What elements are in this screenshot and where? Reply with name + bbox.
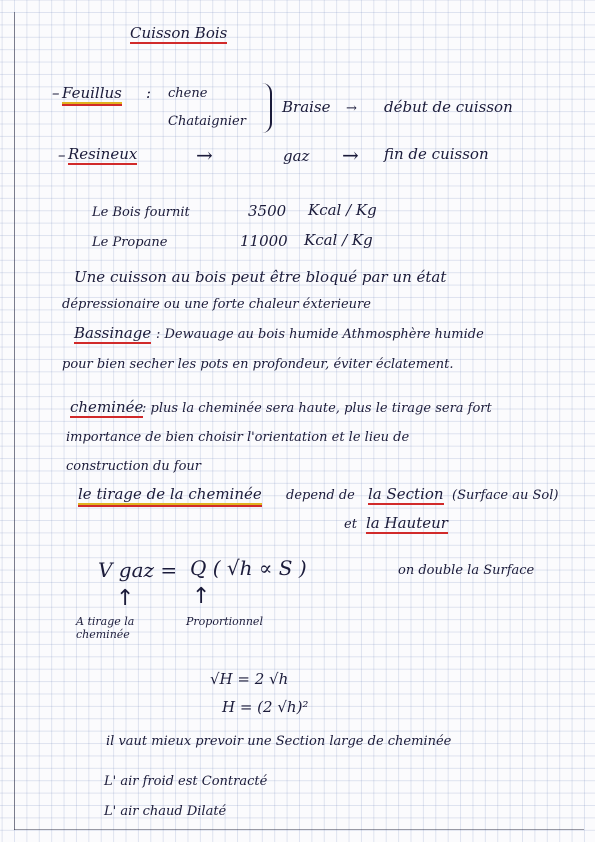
tirage-hauteur: la Hauteur <box>366 514 448 532</box>
feuillus-species-1: chene <box>168 86 208 101</box>
formula-label-proportionnel: Proportionnel <box>186 615 263 628</box>
feuillus-bracket <box>262 83 272 133</box>
tirage-section: la Section <box>368 485 444 503</box>
resineux-dash: – <box>58 146 66 164</box>
cheminee-term: cheminée <box>70 398 144 416</box>
cheminee-line-2: importance de bien choisir l'orientation et le lieu de <box>66 430 410 445</box>
energy-unit-wood: Kcal / Kg <box>308 201 377 219</box>
paragraph-line-1: Une cuisson au bois peut être bloqué par un état <box>74 268 447 286</box>
page-title: Cuisson Bois <box>130 24 228 42</box>
feuillus-effect: début de cuisson <box>384 98 513 116</box>
bassinage-line-1: : Dewauage au bois humide Athmosphère humide <box>156 327 484 342</box>
formula-eq-1: √H = 2 √h <box>210 670 289 688</box>
feuillus-arrow: → <box>346 101 357 116</box>
paragraph-line-2: dépressionaire ou une forte chaleur éxterieure <box>62 297 371 312</box>
air-cold-text: L' air froid est Contracté <box>104 774 268 789</box>
energy-value-propane: 11000 <box>240 232 288 250</box>
bassinage-term: Bassinage <box>74 324 152 342</box>
tirage-term: le tirage de la cheminée <box>78 485 262 503</box>
formula-eq-2: H = (2 √h)² <box>222 698 309 716</box>
formula-note: on double la Surface <box>398 563 535 578</box>
formula-label-tirage: A tirage la cheminée <box>76 615 135 641</box>
arrow-up-proportionnel-icon: ↑ <box>192 584 211 609</box>
cheminee-line-1: : plus la cheminée sera haute, plus le tirage sera fort <box>142 401 492 416</box>
formula-rhs: Q ( √h ∝ S ) <box>190 556 307 580</box>
resineux-label: Resineux <box>68 145 138 163</box>
energy-label-propane: Le Propane <box>92 235 168 250</box>
energy-label-wood: Le Bois fournit <box>92 205 190 220</box>
energy-value-wood: 3500 <box>248 202 287 220</box>
formula-lhs: V gaz = <box>98 558 178 582</box>
bassinage-line-2: pour bien secher les pots en profondeur, éviter éclatement. <box>62 357 454 372</box>
cheminee-line-3: construction du four <box>66 459 202 474</box>
feuillus-species-2: Chataignier <box>168 114 246 129</box>
resineux-arrow-2: → <box>342 143 359 167</box>
feuillus-label: Feuillus <box>62 84 122 102</box>
energy-unit-propane: Kcal / Kg <box>304 231 373 249</box>
resineux-result: gaz <box>283 147 310 165</box>
resineux-arrow-1: → <box>196 143 213 167</box>
feuillus-sep: : <box>146 84 152 102</box>
page-margin-line <box>14 12 15 830</box>
conclusion-text: il vaut mieux prevoir une Section large de cheminée <box>106 734 452 749</box>
air-hot-text: L' air chaud Dilaté <box>104 804 227 819</box>
resineux-effect: fin de cuisson <box>384 145 489 163</box>
feuillus-dash: – <box>52 84 60 102</box>
arrow-up-tirage-icon: ↑ <box>116 586 135 611</box>
tirage-mid: depend de <box>286 488 355 503</box>
page-bottom-line <box>14 829 584 830</box>
feuillus-result: Braise <box>282 98 331 116</box>
tirage-and: et <box>344 517 357 532</box>
tirage-section-note: (Surface au Sol) <box>452 488 559 503</box>
